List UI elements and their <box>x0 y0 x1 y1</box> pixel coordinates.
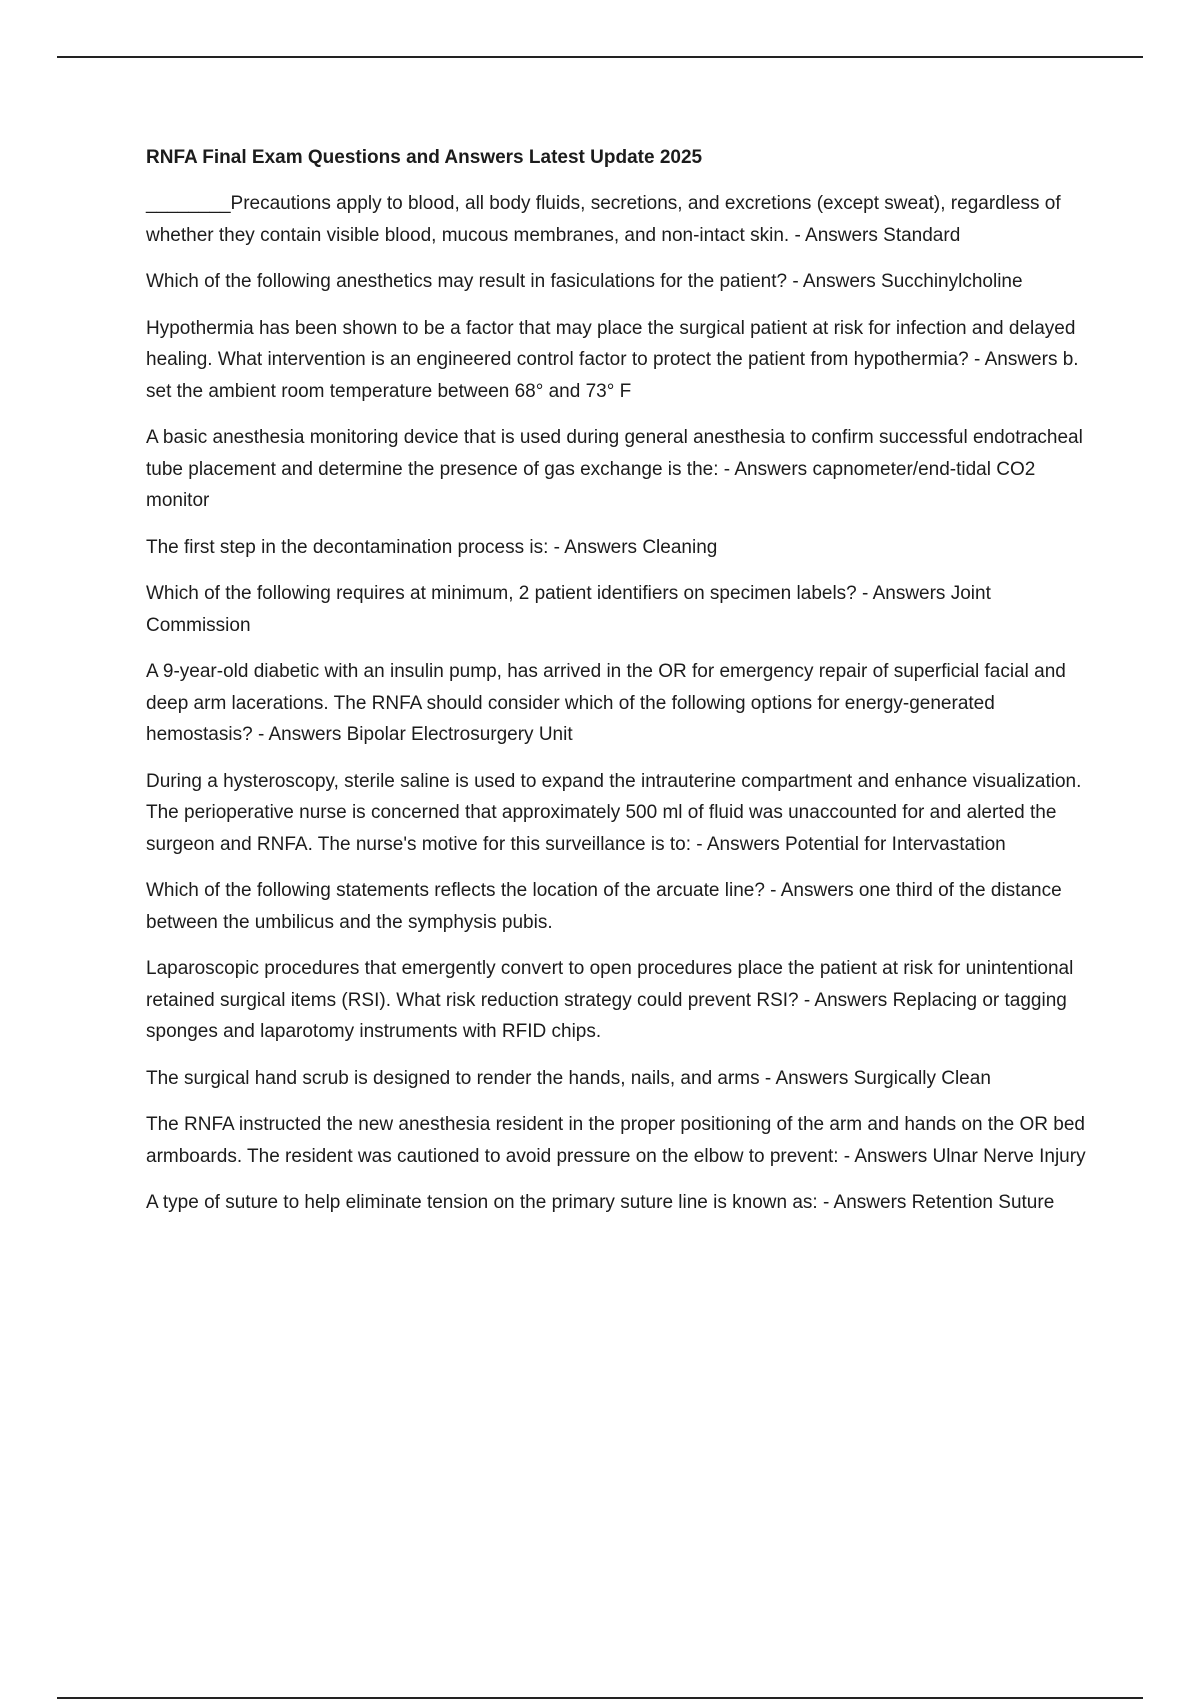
qa-item: ________Precautions apply to blood, all body fluids, secretions, and excretions (except sweat), regardless of whether they contain visible blood, mucous membranes, and non-intact skin. - Answers Standard <box>146 193 1061 246</box>
document-body <box>146 146 1096 1234</box>
qa-item: During a hysteroscopy, sterile saline is used to expand the intrauterine compartment and enhance visualization. The perioperative nurse is concerned that approximately 500 ml of fluid was unaccounted for and alerted the surgeon and RNFA. The nurse's motive for this surveillance is to: - Answers Potential for Intervastation <box>146 770 1082 855</box>
qa-item: Which of the following statements reflects the location of the arcuate line? - Answers one third of the distance between the umbilicus and the symphysis pubis. <box>146 880 1062 933</box>
qa-item: The RNFA instructed the new anesthesia resident in the proper positioning of the arm and hands on the OR bed armboards. The resident was cautioned to avoid pressure on the elbow to prevent: - Answers Ulnar Nerve Injury <box>146 1114 1086 1167</box>
qa-item: Laparoscopic procedures that emergently convert to open procedures place the patient at risk for unintentional retained surgical items (RSI). What risk reduction strategy could prevent RSI? - Answers Replacing or tagging sponges and laparotomy instruments with RFID chips. <box>146 958 1074 1042</box>
qa-item: Which of the following requires at minimum, 2 patient identifiers on specimen labels? - Answers Joint Commission <box>146 583 991 636</box>
qa-item: The first step in the decontamination process is: - Answers Cleaning <box>146 536 718 558</box>
bottom-divider <box>57 1697 1143 1699</box>
document-title: RNFA Final Exam Questions and Answers Latest Update 2025 <box>146 147 703 168</box>
qa-item: A 9-year-old diabetic with an insulin pump, has arrived in the OR for emergency repair of superficial facial and deep arm lacerations. The RNFA should consider which of the following options for energy-generated hemostasis? - Answers Bipolar Electrosurgery Unit <box>146 661 1066 745</box>
qa-item: A basic anesthesia monitoring device that is used during general anesthesia to confirm successful endotracheal tube placement and determine the presence of gas exchange is the: - Answers capnometer/end-tidal CO2 monitor <box>146 427 1083 511</box>
qa-item: Which of the following anesthetics may result in fasiculations for the patient? - Answers Succhinylcholine <box>146 271 1023 292</box>
qa-item: Hypothermia has been shown to be a factor that may place the surgical patient at risk for infection and delayed healing. What intervention is an engineered control factor to protect the patient from hypothermia? - Answers b. set the ambient room temperature between 68° and 73° F <box>146 317 1079 402</box>
qa-item: The surgical hand scrub is designed to render the hands, nails, and arms - Answers Surgically Clean <box>146 1067 991 1089</box>
top-divider <box>57 56 1143 58</box>
qa-item: A type of suture to help eliminate tension on the primary suture line is known as: - Answers Retention Suture <box>146 1192 1055 1213</box>
